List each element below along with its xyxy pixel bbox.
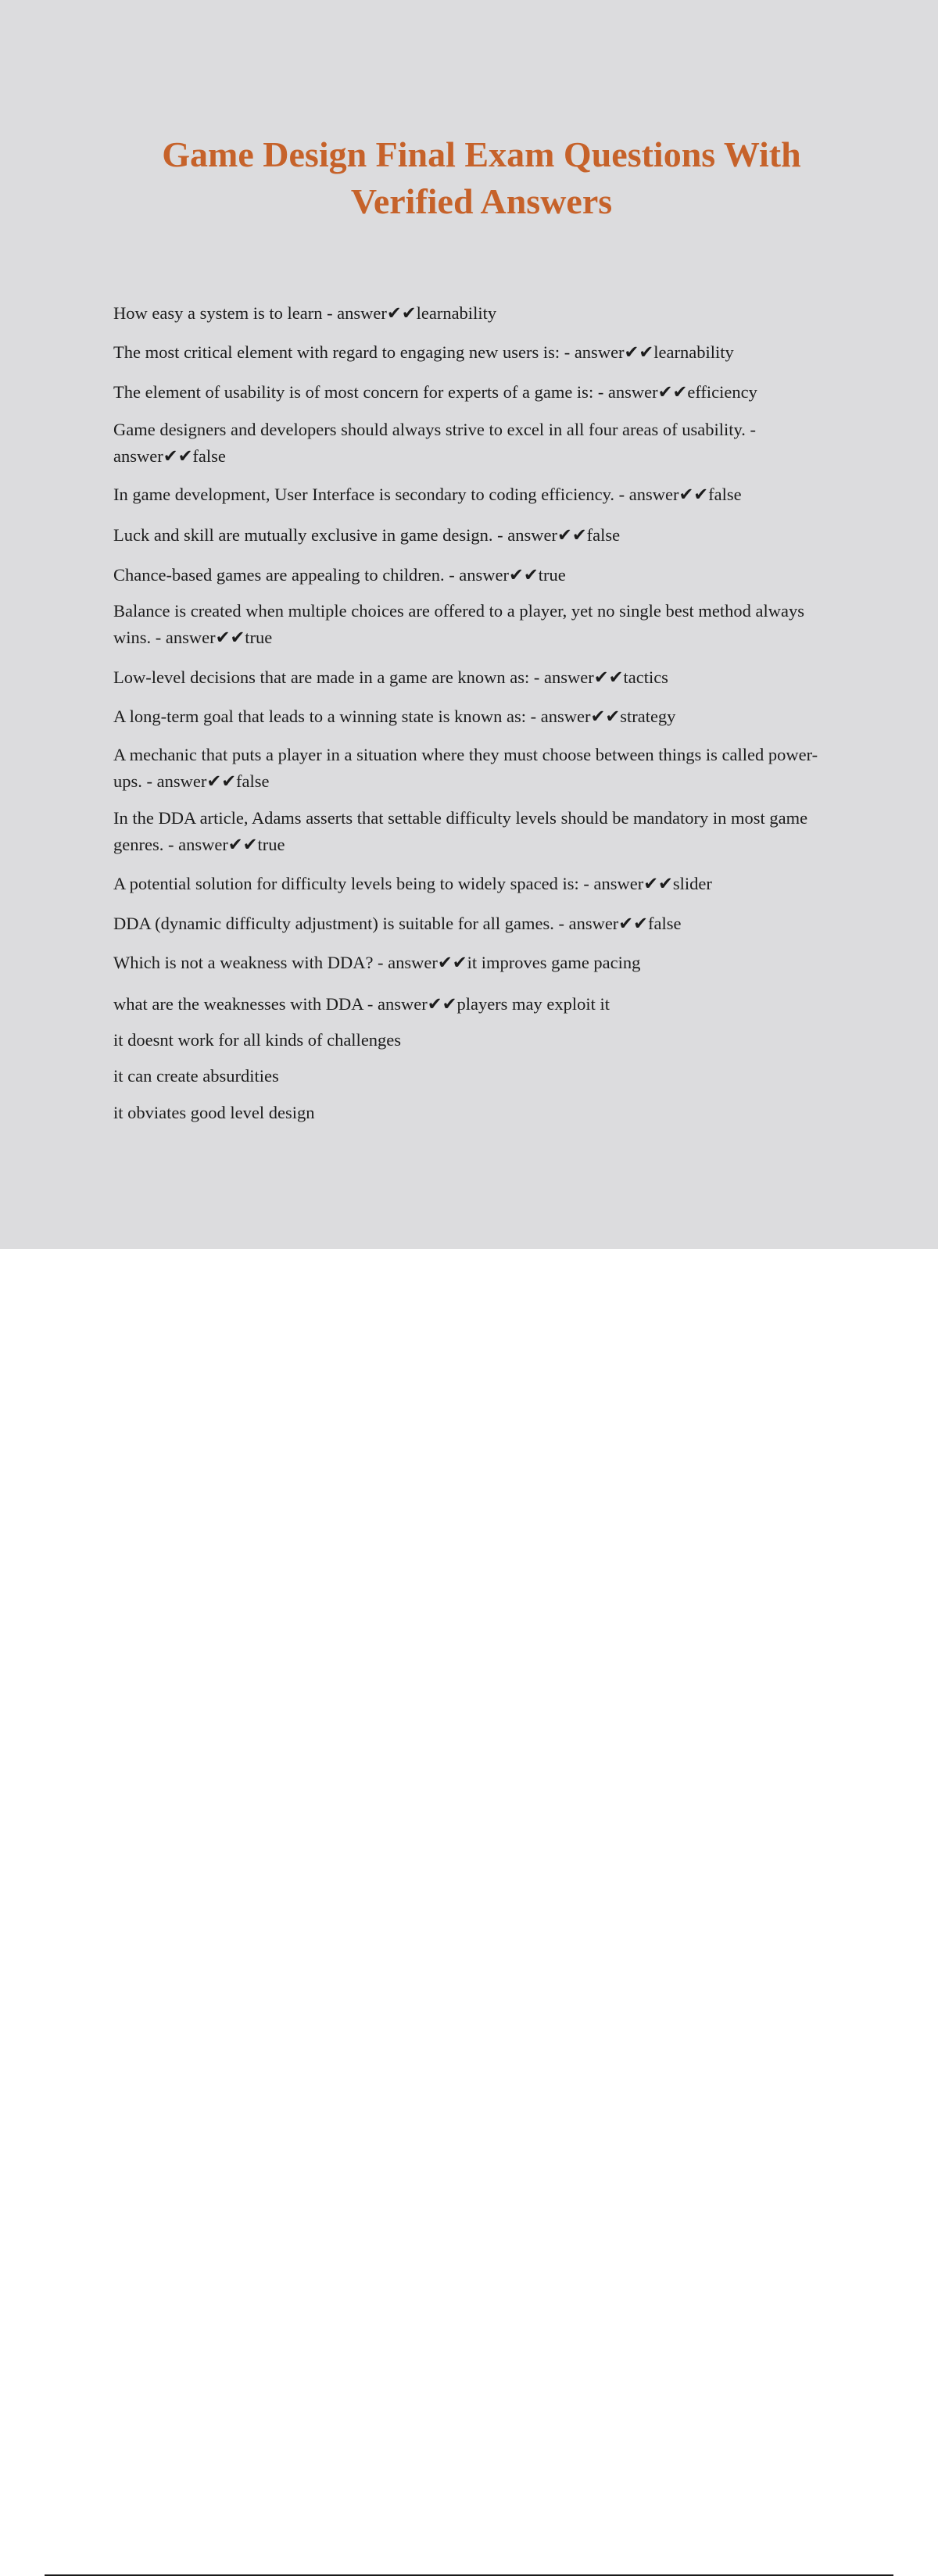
qa-item: Game designers and developers should always strive to excel in all four areas of usability. - answer✔✔false (113, 420, 757, 466)
qa-item: Which is not a weakness with DDA? - answer✔✔it improves game pacing (113, 953, 641, 972)
qa-item: it doesnt work for all kinds of challenges (113, 1030, 402, 1050)
document-title: Game Design Final Exam Questions With Verified Answers (162, 134, 801, 221)
qa-item: DDA (dynamic difficulty adjustment) is suitable for all games. - answer✔✔false (113, 914, 682, 933)
qa-item: what are the weaknesses with DDA - answer✔✔players may exploit it (113, 994, 610, 1014)
qa-item: it obviates good level design (113, 1103, 315, 1122)
qa-item: The element of usability is of most concern for experts of a game is: - answer✔✔efficiency (113, 382, 757, 402)
qa-item: How easy a system is to learn - answer✔✔learnability (113, 303, 497, 323)
page-footer (0, 1249, 938, 1329)
qa-item: In the DDA article, Adams asserts that settable difficulty levels should be mandatory in most game genres. - answer✔✔true (113, 808, 808, 854)
qa-item: it can create absurdities (113, 1066, 279, 1086)
qa-item: A long-term goal that leads to a winning state is known as: - answer✔✔strategy (113, 707, 676, 726)
document-page (0, 0, 938, 1249)
qa-item: Low-level decisions that are made in a game are known as: - answer✔✔tactics (113, 667, 668, 687)
qa-item: Luck and skill are mutually exclusive in game design. - answer✔✔false (113, 525, 621, 545)
qa-item: Chance-based games are appealing to children. - answer✔✔true (113, 565, 566, 585)
qa-item: A potential solution for difficulty levels being to widely spaced is: - answer✔✔slider (113, 874, 712, 893)
qa-item: The most critical element with regard to engaging new users is: - answer✔✔learnability (113, 342, 734, 362)
qa-item: In game development, User Interface is secondary to coding efficiency. - answer✔✔false (113, 485, 742, 504)
qa-item: A mechanic that puts a player in a situation where they must choose between things is called power-ups. - answer✔✔false (113, 745, 818, 791)
qa-item: Balance is created when multiple choices are offered to a player, yet no single best method always wins. - answer✔✔true (113, 601, 804, 647)
